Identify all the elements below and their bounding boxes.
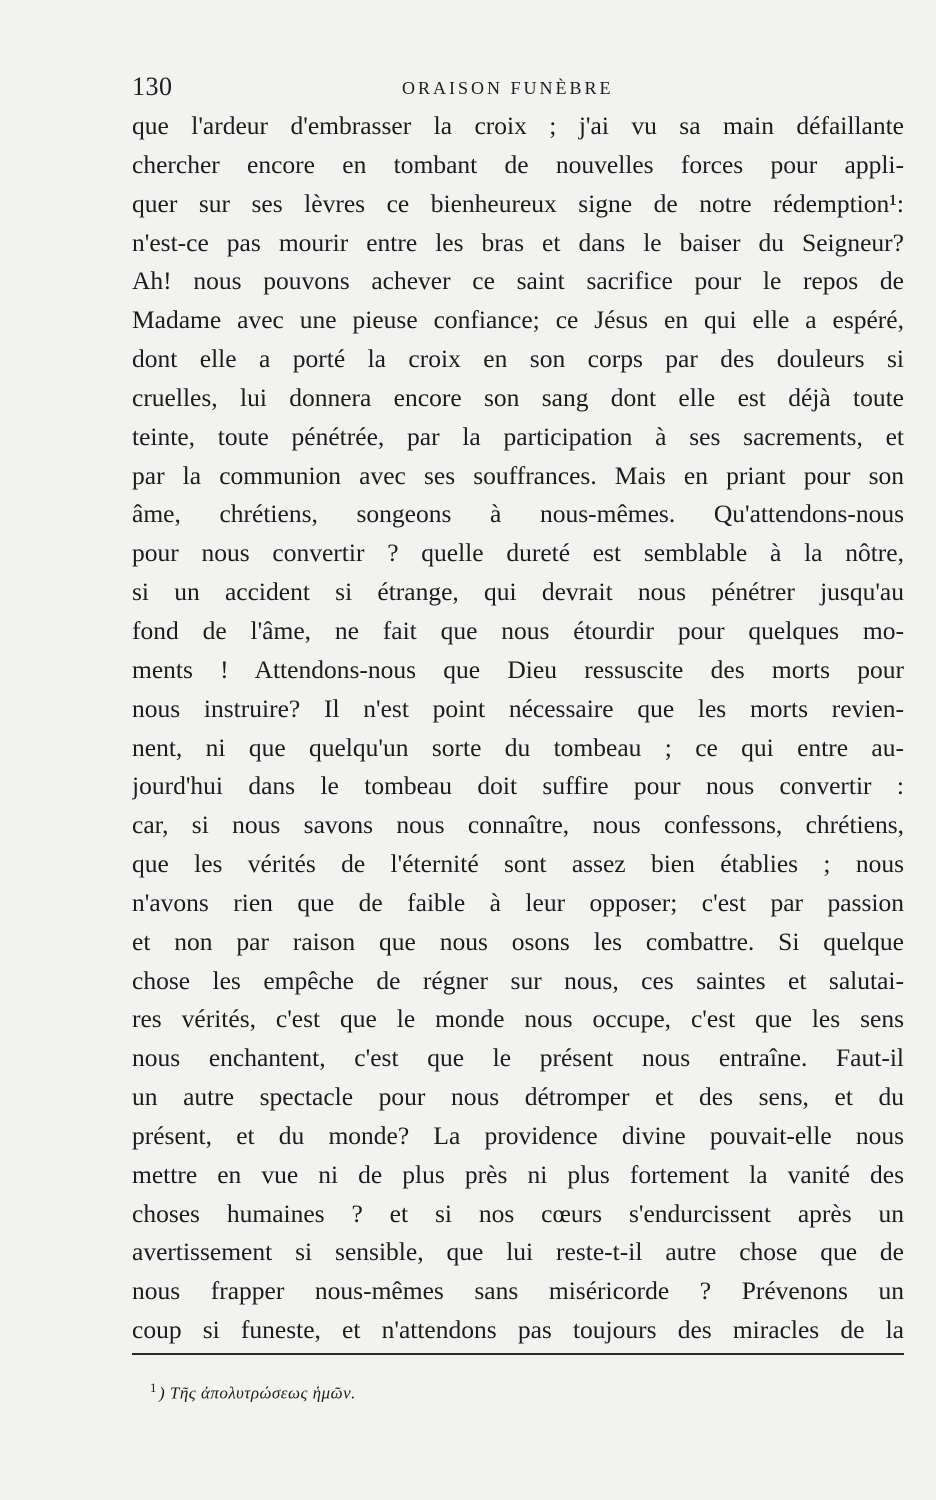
text-line: chose les empêche de régner sur nous, ces saintes et salutai- xyxy=(132,965,904,995)
text-line: n'avons rien que de faible à leur opposer; c'est par passion xyxy=(132,887,904,917)
text-line: que les vérités de l'éternité sont assez bien établies ; nous xyxy=(132,849,904,879)
text-line: n'est-ce pas mourir entre les bras et dans le baiser du Seigneur? xyxy=(132,227,904,257)
text-line: quer sur ses lèvres ce bienheureux signe de notre rédemption¹: xyxy=(132,188,904,218)
text-line: coup si funeste, et n'attendons pas toujours des miracles de la xyxy=(132,1315,904,1345)
text-line: chercher encore en tombant de nouvelles forces pour appli- xyxy=(132,149,904,179)
page-number: 130 xyxy=(132,72,173,101)
text-line: nous enchantent, c'est que le présent nous entraîne. Faut-il xyxy=(132,1043,904,1073)
running-title: ORAISON FUNÈBRE xyxy=(402,78,614,98)
footnote-divider xyxy=(132,1353,904,1355)
text-line: âme, chrétiens, songeons à nous-mêmes. Qu'attendons-nous xyxy=(132,499,904,529)
text-line: cruelles, lui donnera encore son sang dont elle est déjà toute xyxy=(132,382,904,412)
footnote-text: ) Τῆς ἀπολυτρώσεως ἡμῶν. xyxy=(159,1383,356,1403)
text-line: ments ! Attendons-nous que Dieu ressuscite des morts pour xyxy=(132,654,904,684)
text-line: un autre spectacle pour nous détromper et des sens, et du xyxy=(132,1082,904,1112)
text-line: si un accident si étrange, qui devrait nous pénétrer jusqu'au xyxy=(132,577,904,607)
text-line: et non par raison que nous osons les combattre. Si quelque xyxy=(132,926,904,956)
text-line: nous frapper nous-mêmes sans miséricorde ? Prévenons un xyxy=(132,1276,904,1306)
text-line: avertissement si sensible, que lui reste-t-il autre chose que de xyxy=(132,1237,904,1267)
text-line: res vérités, c'est que le monde nous occupe, c'est que les sens xyxy=(132,1004,904,1034)
text-line: nous instruire? Il n'est point nécessaire que les morts revien- xyxy=(132,693,904,723)
text-line: choses humaines ? et si nos cœurs s'endurcissent après un xyxy=(132,1198,904,1228)
text-line: dont elle a porté la croix en son corps par des douleurs si xyxy=(132,344,904,374)
text-line: pour nous convertir ? quelle dureté est semblable à la nôtre, xyxy=(132,538,904,568)
text-line: nent, ni que quelqu'un sorte du tombeau ; ce qui entre au- xyxy=(132,732,904,762)
text-line: Ah! nous pouvons achever ce saint sacrifice pour le repos de xyxy=(132,266,904,296)
text-line: jourd'hui dans le tombeau doit suffire pour nous convertir : xyxy=(132,771,904,801)
body-text xyxy=(132,107,904,1350)
text-line: car, si nous savons nous connaître, nous confessons, chrétiens, xyxy=(132,810,904,840)
text-line: Madame avec une pieuse confiance; ce Jésus en qui elle a espéré, xyxy=(132,305,904,335)
text-line: par la communion avec ses souffrances. Mais en priant pour son xyxy=(132,460,904,490)
text-line: mettre en vue ni de plus près ni plus fortement la vanité des xyxy=(132,1159,904,1189)
page-header xyxy=(132,66,904,106)
text-line: teinte, toute pénétrée, par la participation à ses sacrements, et xyxy=(132,421,904,451)
text-line: présent, et du monde? La providence divine pouvait-elle nous xyxy=(132,1120,904,1150)
footnote xyxy=(150,1380,356,1404)
footnote-marker: 1 xyxy=(150,1380,157,1395)
text-line: que l'ardeur d'embrasser la croix ; j'ai vu sa main défaillante xyxy=(132,111,904,140)
text-line: fond de l'âme, ne fait que nous étourdir pour quelques mo- xyxy=(132,615,904,645)
